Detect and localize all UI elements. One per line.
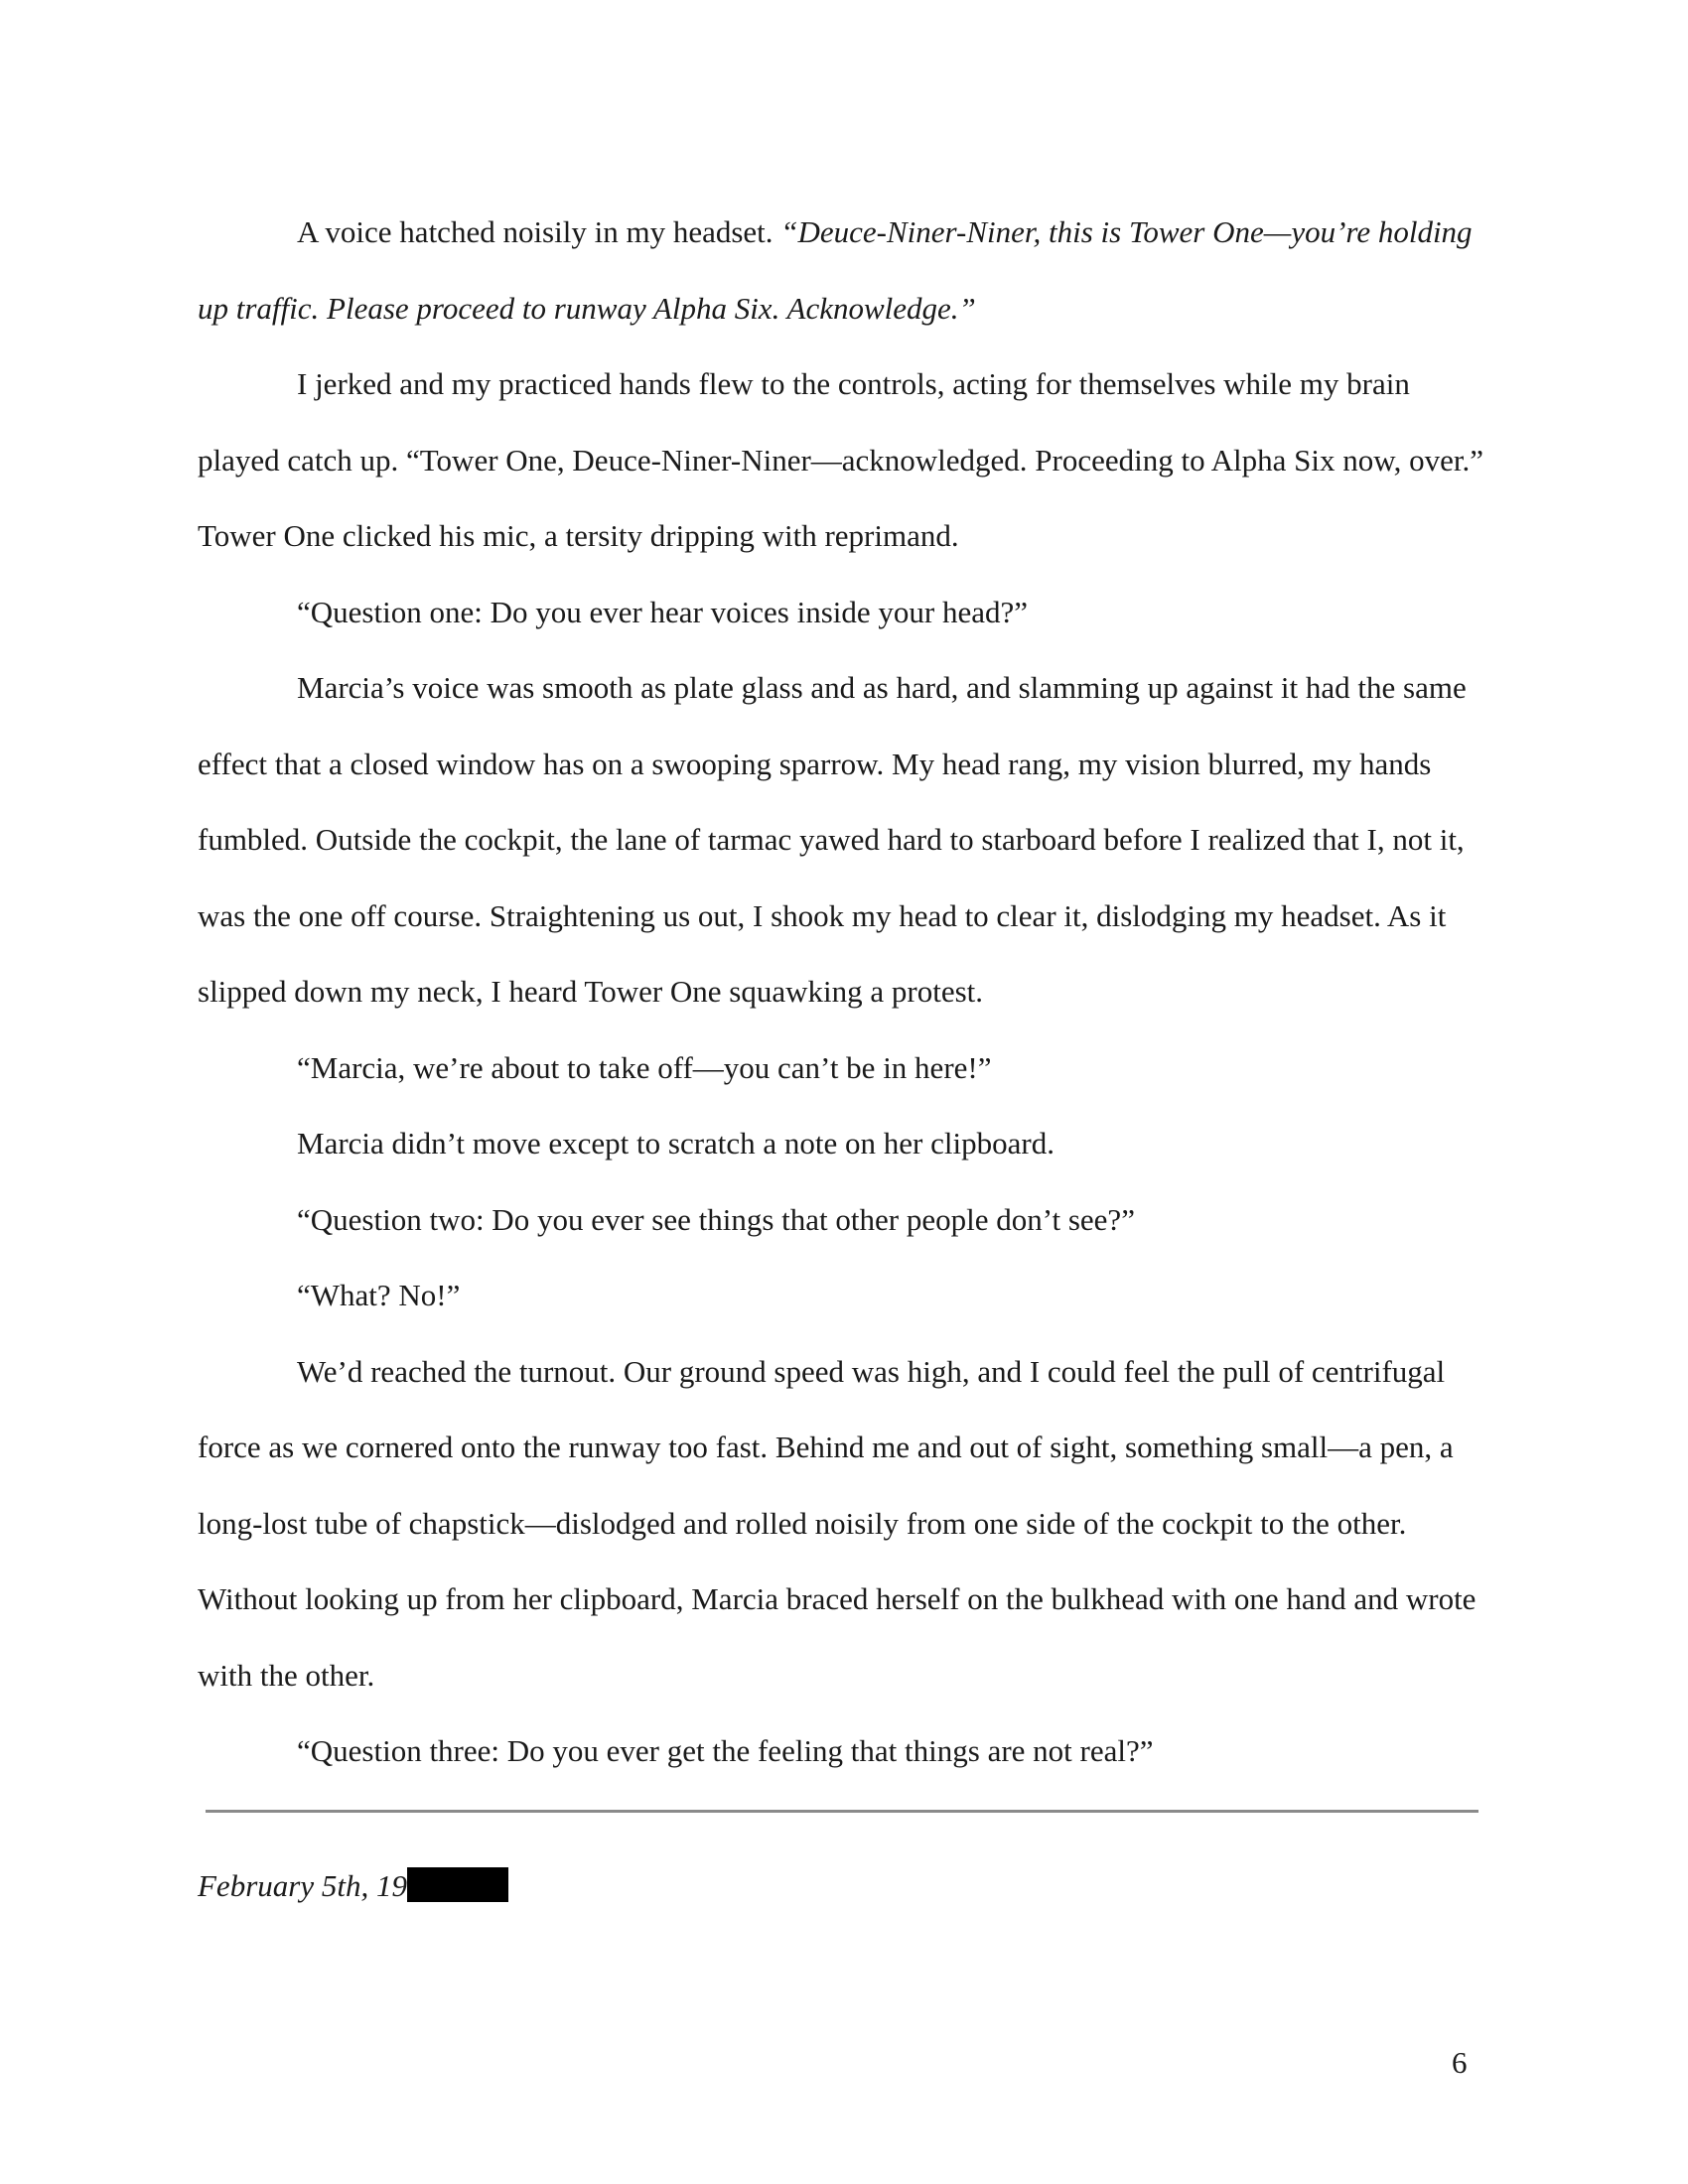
- paragraph-text: Marcia didn’t move except to scratch a note on her clipboard.: [297, 1126, 1055, 1160]
- section-divider: [206, 1810, 1478, 1813]
- paragraph-turnout: [198, 1334, 1488, 1714]
- paragraph-text: “Question one: Do you ever hear voices inside your head?”: [297, 594, 1028, 629]
- paragraph-what-no: [198, 1258, 1488, 1334]
- date-text: February 5th, 19: [198, 1868, 407, 1903]
- page-number: 6: [1452, 2045, 1468, 2080]
- paragraph-text: “Question three: Do you ever get the feeling that things are not real?”: [297, 1733, 1154, 1768]
- paragraph-question-two: [198, 1182, 1488, 1259]
- narration-text: A voice hatched noisily in my headset.: [297, 214, 781, 249]
- paragraph-text: I jerked and my practiced hands flew to the controls, acting for themselves while my brain played catch up. “Tower One, Deuce-Niner-Niner—acknowledged. Proceeding to Alpha Six now, over.” Tower One clicked his mic, a tersity dripping with reprimand.: [198, 366, 1484, 553]
- paragraph-text: “Marcia, we’re about to take off—you can’t be in here!”: [297, 1049, 992, 1085]
- paragraph-text: “What? No!”: [297, 1278, 461, 1312]
- paragraph-acknowledge: [198, 346, 1488, 575]
- paragraph-text: We’d reached the turnout. Our ground speed was high, and I could feel the pull of centrifugal force as we cornered onto the runway too fast. Behind me and out of sight, something small—a pen, a long-lost tube of chapstick—dislodged and rolled noisily from one side of the cockpit to the other. Without looking up from her clipboard, Marcia braced herself on the bulkhead with one hand and wrote with the other.: [198, 1353, 1477, 1693]
- paragraph-take-off-protest: [198, 1030, 1488, 1107]
- paragraph-clipboard-note: [198, 1106, 1488, 1182]
- redaction-bar: [407, 1867, 508, 1902]
- manuscript-body: [198, 195, 1488, 1790]
- radio-transmission-text: “Deuce-Niner-Niner, this is Tower One—you’re holding up traffic. Please proceed to runway Alpha Six. Acknowledge.”: [198, 214, 1473, 326]
- paragraph-text: “Question two: Do you ever see things that other people don’t see?”: [297, 1201, 1135, 1237]
- paragraph-tower-call: [198, 195, 1488, 346]
- paragraph-question-three: [198, 1713, 1488, 1790]
- paragraph-text: Marcia’s voice was smooth as plate glass and as hard, and slamming up against it had the same effect that a closed window has on a swooping sparrow. My head rang, my vision blurred, my hands fumbled. Outside the cockpit, the lane of tarmac yawed hard to starboard before I realized that I, not it, was the one off course. Straightening us out, I shook my head to clear it, dislodging my headset. As it slipped down my neck, I heard Tower One squawking a protest.: [198, 670, 1467, 1009]
- paragraph-marcia-voice: [198, 650, 1488, 1030]
- date-heading: [198, 1866, 508, 1906]
- paragraph-question-one: [198, 575, 1488, 651]
